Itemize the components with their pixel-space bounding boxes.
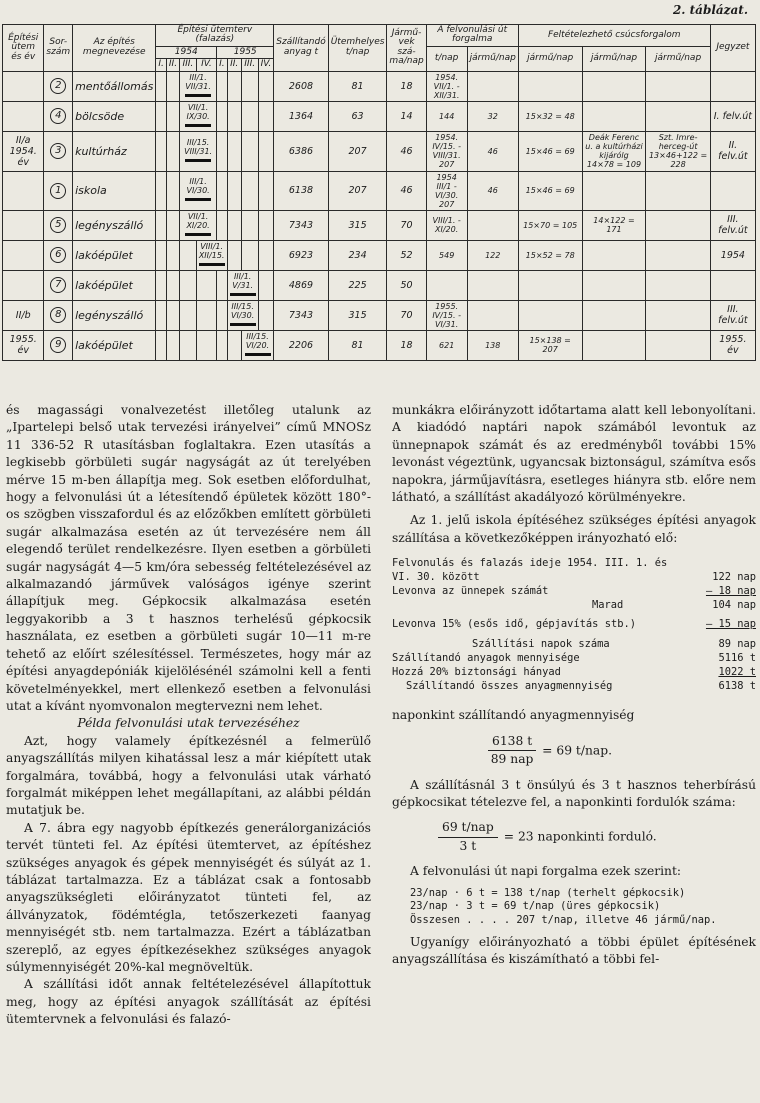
cell-peak-c xyxy=(646,330,710,360)
row-number: 2 xyxy=(44,71,73,101)
cell-acc-t: 549 xyxy=(426,240,467,270)
building-name: mentőállomás xyxy=(73,71,156,101)
cell-peak-a: 15×32 = 48 xyxy=(518,101,582,131)
quarter-cell xyxy=(156,131,167,171)
stage-cell xyxy=(3,101,44,131)
year-1954: 1954 xyxy=(156,46,217,58)
building-name: kultúrház xyxy=(73,131,156,171)
formula-numerator: 69 t/nap xyxy=(438,819,498,837)
cell-acc-t: 1954. IV/15. - VIII/31. 207 xyxy=(426,131,467,171)
cell-veh: 18 xyxy=(387,330,426,360)
cell-veh: 52 xyxy=(387,240,426,270)
traffic-calc xyxy=(410,887,756,928)
quarter-cell xyxy=(166,210,179,240)
quarter-cell xyxy=(156,210,167,240)
quarter-cell xyxy=(241,171,258,210)
calc-line: Felvonulás és falazás ideje 1954. III. 1. és xyxy=(392,557,668,570)
cell-veh: 70 xyxy=(387,300,426,330)
calc-label: Marad xyxy=(592,598,624,611)
col-peak: Feltételezhető csúcsforgalom xyxy=(518,25,710,47)
formula-1 xyxy=(482,733,756,769)
row-number: 8 xyxy=(44,300,73,330)
cell-peak-b xyxy=(582,71,646,101)
cell-acc-v: 32 xyxy=(467,101,518,131)
quarter-cell xyxy=(156,270,167,300)
row-number: 1 xyxy=(44,171,73,210)
row-number: 7 xyxy=(44,270,73,300)
cell-peak-b xyxy=(582,270,646,300)
cell-acc-v: 138 xyxy=(467,330,518,360)
row-number: 4 xyxy=(44,101,73,131)
paragraph: A felvonulási út napi forgalma ezek szerint: xyxy=(410,864,682,879)
cell-material: 2608 xyxy=(274,71,328,101)
quarter-cell xyxy=(227,131,241,171)
quarter-cell xyxy=(258,300,274,330)
quarter-cell xyxy=(196,270,216,300)
cell-veh: 50 xyxy=(387,270,426,300)
cell-peak-c xyxy=(646,171,710,210)
col-peak-c: jármű/nap xyxy=(646,46,710,71)
quarter-cell xyxy=(166,171,179,210)
quarter-cell xyxy=(156,300,167,330)
calc-value: 5116 t xyxy=(718,652,756,665)
cell-note: 1955. év xyxy=(710,330,755,360)
formula-2 xyxy=(432,819,756,855)
paragraph: Ugyanígy előirányozható a többi épület építésének anyagszállítása és kiszámítható a többi fel- xyxy=(392,935,756,967)
quarter-cell xyxy=(258,240,274,270)
calc-value: 89 nap xyxy=(718,638,756,651)
schedule-bar: VIII/1. XII/15. xyxy=(196,240,227,270)
calc-value: 122 nap xyxy=(712,571,756,584)
quarter-cell xyxy=(258,71,274,101)
calc-line: 23/nap · 3 t = 69 t/nap (üres gépkocsik) xyxy=(410,900,661,913)
stage-cell: 1955. év xyxy=(3,330,44,360)
cell-material: 6386 xyxy=(274,131,328,171)
col-stage: Építési ütem és év xyxy=(3,25,44,72)
cell-peak-b xyxy=(582,330,646,360)
quarter-cell xyxy=(196,300,216,330)
cell-peak-b: Deák Ferenc u. a kultúrházi kijárólg 14×78 = 109 xyxy=(582,131,646,171)
building-name: lakóépület xyxy=(73,240,156,270)
calc-line: Összesen . . . . 207 t/nap, illetve 46 jármű/nap. xyxy=(410,914,717,927)
cell-acc-v: 122 xyxy=(467,240,518,270)
cell-acc-t: 1954 III/1 - VI/30. 207 xyxy=(426,171,467,210)
quarter-cell xyxy=(217,71,228,101)
paragraph: A szállításnál 3 t önsúlyú és 3 t hasznos teherbírású gépkocsikat tételezve fel, a naponkinti fordulók száma: xyxy=(392,777,756,810)
col-access: A felvonulási út forgalma xyxy=(426,25,518,47)
quarter-cell xyxy=(166,131,179,171)
row-number: 9 xyxy=(44,330,73,360)
table-row xyxy=(3,300,756,330)
formula-numerator: 6138 t xyxy=(488,733,536,751)
section-heading: Példa felvonulási utak tervezéséhez xyxy=(77,716,300,731)
cell-acc-v xyxy=(467,210,518,240)
cell-peak-c xyxy=(646,240,710,270)
cell-material: 2206 xyxy=(274,330,328,360)
quarter-cell xyxy=(166,300,179,330)
quarter: II. xyxy=(227,59,241,71)
quarter: I. xyxy=(217,59,228,71)
stage-cell xyxy=(3,171,44,210)
stage-cell xyxy=(3,71,44,101)
table-row xyxy=(3,330,756,360)
cell-acc-t xyxy=(426,270,467,300)
quarter-cell xyxy=(156,330,167,360)
paragraph: munkákra előirányzott időtartama alatt kell lebonyolítani. A kiadódó naptári napok számából levontuk az ünnepnapok számát és az eredményből további 15% levonást végeztünk, ugyancsak biztonságul, számítva esős napokra, járműjavításra, esetleges hiányra stb. előre nem látható, a szállítást akadályozó körülményekre. xyxy=(392,403,756,505)
cell-veh: 18 xyxy=(387,71,426,101)
quarter-cell xyxy=(166,330,179,360)
calc-value: — 18 nap xyxy=(705,584,756,597)
schedule-bar: III/1. VI/30. xyxy=(180,171,217,210)
cell-note: III. felv.út xyxy=(710,300,755,330)
cell-peak-c xyxy=(646,71,710,101)
cell-peak-c xyxy=(646,300,710,330)
quarter-cell xyxy=(258,270,274,300)
quarter-cell xyxy=(166,101,179,131)
cell-note xyxy=(710,270,755,300)
quarter-cell xyxy=(227,210,241,240)
cell-note xyxy=(710,71,755,101)
formula-result: = 69 t/nap. xyxy=(542,743,613,758)
col-num: Sor-szám xyxy=(44,25,73,72)
quarter-cell xyxy=(217,101,228,131)
cell-peak-c: Szt. Imre-herceg-út 13×46+122 = 228 xyxy=(646,131,710,171)
quarter-cell xyxy=(217,300,228,330)
building-name: iskola xyxy=(73,171,156,210)
cell-cap: 225 xyxy=(328,270,387,300)
formula-result: = 23 naponkinti forduló. xyxy=(503,829,657,844)
schedule-bar: III/15. VI/20. xyxy=(241,330,274,360)
table-label: 2. táblázat. xyxy=(672,3,748,17)
calc-line: 23/nap · 6 t = 138 t/nap (terhelt gépkocsik) xyxy=(410,886,686,899)
building-name: lakóépület xyxy=(73,270,156,300)
cell-peak-b xyxy=(582,240,646,270)
cell-acc-t: 1954. VII/1. - XII/31. xyxy=(426,71,467,101)
stage-cell: II/b xyxy=(3,300,44,330)
cell-note: I. felv.út xyxy=(710,101,755,131)
paragraph: Azt, hogy valamely építkezésnél a felmerülő anyagszállítás milyen kihatással lesz a már kiépített utak forgalmára, továbbá, hogy a felvonulási utak várható forgalmát miképpen lehet megállapítani, az alábbi példán mutatjuk be. xyxy=(6,733,371,818)
quarter: IV. xyxy=(196,59,216,71)
quarter-cell xyxy=(241,71,258,101)
calc-label: Szállítási napok száma xyxy=(472,638,610,651)
paragraph: naponkint szállítandó anyagmennyiség xyxy=(392,708,635,723)
paragraph: Az 1. jelű iskola építéséhez szükséges építési anyagok szállítása a következőképpen irányozható elő: xyxy=(392,513,756,545)
table-row xyxy=(3,210,756,240)
cell-note: II. felv.út xyxy=(710,131,755,171)
cell-cap: 63 xyxy=(328,101,387,131)
schedule-bar: III/15. VIII/31. xyxy=(180,131,217,171)
quarter-cell xyxy=(180,300,197,330)
cell-acc-t: VIII/1. - XI/20. xyxy=(426,210,467,240)
calc-label: Hozzá 20% biztonsági hányad xyxy=(392,665,561,678)
cell-note: III. felv.út xyxy=(710,210,755,240)
table-row xyxy=(3,270,756,300)
quarter-cell xyxy=(217,270,228,300)
right-column xyxy=(392,402,756,969)
quarter: III. xyxy=(180,59,197,71)
cell-cap: 315 xyxy=(328,300,387,330)
schedule-bar: III/1. VII/31. xyxy=(180,71,217,101)
quarter-cell xyxy=(180,270,197,300)
stage-cell: II/a 1954. év xyxy=(3,131,44,171)
cell-veh: 46 xyxy=(387,171,426,210)
cell-note xyxy=(710,171,755,210)
calc-value: 104 nap xyxy=(712,598,756,611)
calc-label: VI. 30. között xyxy=(392,571,480,584)
schedule-table xyxy=(2,24,756,361)
cell-cap: 81 xyxy=(328,330,387,360)
cell-note: 1954 xyxy=(710,240,755,270)
cell-cap: 234 xyxy=(328,240,387,270)
building-name: legényszálló xyxy=(73,300,156,330)
quarter-cell xyxy=(227,101,241,131)
cell-peak-c xyxy=(646,101,710,131)
formula-denominator: 3 t xyxy=(459,838,477,853)
cell-peak-a: 15×138 = 207 xyxy=(518,330,582,360)
schedule-bar: VII/1. XI/20. xyxy=(180,210,217,240)
col-note: Jegyzet xyxy=(710,25,755,72)
cell-material: 1364 xyxy=(274,101,328,131)
quarter-cell xyxy=(241,240,258,270)
cell-acc-v: 46 xyxy=(467,171,518,210)
quarter-cell xyxy=(217,131,228,171)
cell-peak-c xyxy=(646,270,710,300)
quarter-cell xyxy=(166,71,179,101)
quarter-cell xyxy=(156,101,167,131)
row-number: 6 xyxy=(44,240,73,270)
table-row xyxy=(3,240,756,270)
cell-peak-a: 15×46 = 69 xyxy=(518,131,582,171)
cell-acc-v: 46 xyxy=(467,131,518,171)
cell-peak-a: 15×70 = 105 xyxy=(518,210,582,240)
calc-value: 1022 t xyxy=(718,665,756,678)
paragraph: és magassági vonalvezetést illetőleg utalunk az „Ipartelepi belső utak tervezési irányelvei” című MNOSz 11 336-52 R utasításban foglaltakra. Ezen utasítás a legkisebb görbületi sugár nagyságát az út terelyében mérve 15 m-ben állapítja meg. Sok esetben előfordulhat, hogy a felvonulási út a létesítendő épületek között 180°-os szögben visszafordul és az előzőkben említett görbületi sugár alkalmazása esetén az út tervezésére nem áll elegendő terület rendelkezésre. Ilyen esetben a görbületi sugár nagyságát 4—5 km/óra sebesség feltételezésével az alkalmazandó járművek valóságos igénye szerint állapítjuk meg. Gépkocsik alkalmazása esetén leggyakoribb a 3 t hasznos terhelésű gépkocsik használata, ez esetben a görbületi sugár 10—11 m-re tehető az előírt szélesítéssel. Természetes, hogy már az építési anyagdepóniák kijelölésénél számolni kell a fenti követelményekkel, mert ellenkező esetben a felvonulási utat a kívánt nyomvonalon megtervezni nem lehet. xyxy=(6,403,371,713)
left-column xyxy=(6,402,371,1029)
cell-peak-a xyxy=(518,270,582,300)
calc-value: — 15 nap xyxy=(705,618,756,631)
cell-peak-b xyxy=(582,300,646,330)
col-peak-b: jármű/nap xyxy=(582,46,646,71)
stage-cell xyxy=(3,210,44,240)
col-vehicles: Jármű-vek szá-ma/nap xyxy=(387,25,426,72)
cell-acc-t: 1955. IV/15. - VI/31. xyxy=(426,300,467,330)
building-name: bölcsöde xyxy=(73,101,156,131)
cell-veh: 46 xyxy=(387,131,426,171)
col-capacity: Ütemhelyes t/nap xyxy=(328,25,387,72)
paragraph: A szállítási időt annak feltételezésével állapítottuk meg, hogy az építési anyagok szállítását az építési ütemtervnek a felvonulási és falazó- xyxy=(6,977,371,1027)
calculation-block xyxy=(392,557,756,693)
schedule-bar: VII/1. IX/30. xyxy=(180,101,217,131)
calc-label: Levonva az ünnepek számát xyxy=(392,584,549,597)
quarter-cell xyxy=(217,171,228,210)
cell-veh: 70 xyxy=(387,210,426,240)
row-number: 5 xyxy=(44,210,73,240)
quarter: III. xyxy=(241,59,258,71)
cell-cap: 315 xyxy=(328,210,387,240)
cell-cap: 81 xyxy=(328,71,387,101)
table-row xyxy=(3,101,756,131)
cell-peak-a: 15×52 = 78 xyxy=(518,240,582,270)
col-access-t: t/nap xyxy=(426,46,467,71)
cell-acc-v xyxy=(467,71,518,101)
quarter-cell xyxy=(156,240,167,270)
quarter-cell xyxy=(258,171,274,210)
col-building: Az építés megnevezése xyxy=(73,25,156,72)
cell-material: 4869 xyxy=(274,270,328,300)
quarter-cell xyxy=(196,330,216,360)
quarter-cell xyxy=(217,210,228,240)
cell-acc-t: 144 xyxy=(426,101,467,131)
quarter-cell xyxy=(166,240,179,270)
schedule-bar: III/15. VI/30. xyxy=(227,300,258,330)
quarter-cell xyxy=(227,71,241,101)
table-row xyxy=(3,171,756,210)
paragraph: A 7. ábra egy nagyobb építkezés generálorganizációs tervét tünteti fel. Az építési ütemtervet, az építéshez szükséges anyagok és gépek mennyiségét és súlyát az 1. táblázat tartalmazza. Ez a táblázat csak a fontosabb anyagszükségleti előirányzatot tünteti fel, az állványzatok, födémtégla, tetőszerkezeti faanyag mennyiségét stb. nem tartalmazza. Ezért a táblázatban szereplő, az egyes építkezésekhez szükséges anyagok súlymennyiségét 20%-kal megnöveltük. xyxy=(6,820,371,974)
quarter-cell xyxy=(227,171,241,210)
table-row xyxy=(3,71,756,101)
calc-value: 6138 t xyxy=(718,679,756,692)
cell-peak-a xyxy=(518,71,582,101)
building-name: lakóépület xyxy=(73,330,156,360)
quarter: IV. xyxy=(258,59,274,71)
quarter-cell xyxy=(227,240,241,270)
quarter-cell xyxy=(156,171,167,210)
quarter-cell xyxy=(217,330,228,360)
calc-label: Szállítandó összes anyagmennyiség xyxy=(406,679,613,692)
cell-peak-b xyxy=(582,171,646,210)
col-schedule: Építési ütemterv (falazás) xyxy=(156,25,274,47)
formula-denominator: 89 nap xyxy=(490,752,534,767)
calc-label: Levonva 15% (esős idő, gépjavítás stb.) xyxy=(392,618,636,631)
calc-label: Szállítandó anyagok mennyisége xyxy=(392,652,580,665)
cell-cap: 207 xyxy=(328,131,387,171)
stage-cell xyxy=(3,240,44,270)
col-peak-a: jármű/nap xyxy=(518,46,582,71)
col-access-v: jármű/nap xyxy=(467,46,518,71)
quarter-cell xyxy=(156,71,167,101)
cell-acc-v xyxy=(467,300,518,330)
quarter-cell xyxy=(258,131,274,171)
quarter-cell xyxy=(241,210,258,240)
quarter: I. xyxy=(156,59,167,71)
quarter-cell xyxy=(258,210,274,240)
cell-material: 7343 xyxy=(274,210,328,240)
table-row xyxy=(3,131,756,171)
quarter-cell xyxy=(227,330,241,360)
cell-peak-b: 14×122 = 171 xyxy=(582,210,646,240)
cell-material: 6138 xyxy=(274,171,328,210)
cell-acc-v xyxy=(467,270,518,300)
col-material: Szállítandó anyag t xyxy=(274,25,328,72)
quarter-cell xyxy=(241,101,258,131)
cell-peak-b xyxy=(582,101,646,131)
cell-veh: 14 xyxy=(387,101,426,131)
quarter-cell xyxy=(180,240,197,270)
building-name: legényszálló xyxy=(73,210,156,240)
row-number: 3 xyxy=(44,131,73,171)
schedule-bar: III/1. V/31. xyxy=(227,270,258,300)
year-1955: 1955 xyxy=(217,46,274,58)
quarter: II. xyxy=(166,59,179,71)
cell-material: 7343 xyxy=(274,300,328,330)
cell-peak-a xyxy=(518,300,582,330)
quarter-cell xyxy=(166,270,179,300)
cell-peak-a: 15×46 = 69 xyxy=(518,171,582,210)
quarter-cell xyxy=(258,101,274,131)
quarter-cell xyxy=(180,330,197,360)
cell-material: 6923 xyxy=(274,240,328,270)
cell-cap: 207 xyxy=(328,171,387,210)
cell-acc-t: 621 xyxy=(426,330,467,360)
stage-cell xyxy=(3,270,44,300)
quarter-cell xyxy=(241,131,258,171)
cell-peak-c xyxy=(646,210,710,240)
